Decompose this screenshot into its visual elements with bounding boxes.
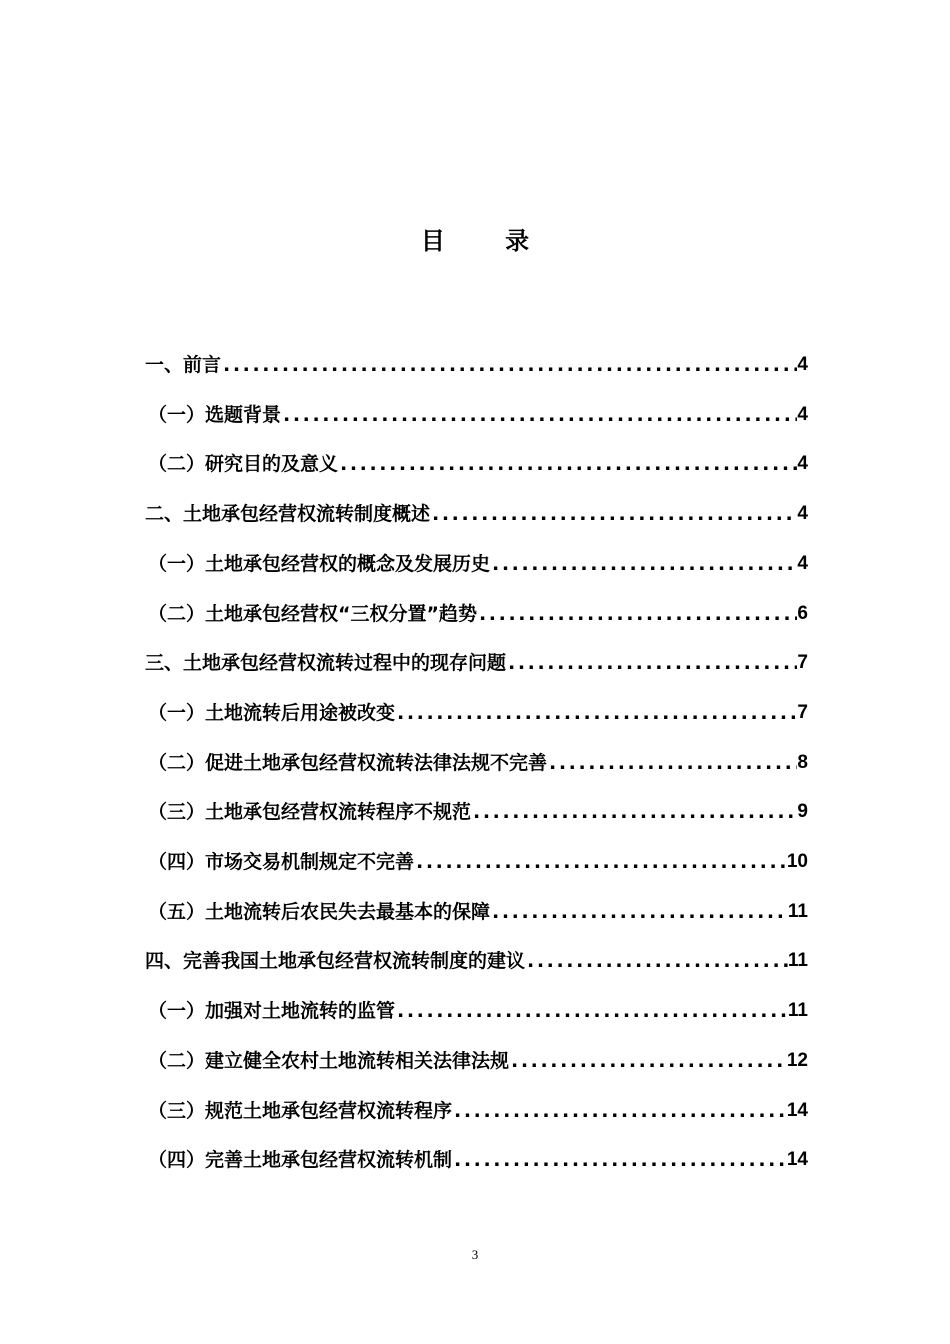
toc-leader-dots xyxy=(471,795,797,829)
toc-entry-page: 4 xyxy=(797,403,808,425)
toc-leader-dots xyxy=(338,447,797,481)
toc-entry[interactable] xyxy=(148,1094,808,1128)
toc-leader-dots xyxy=(221,348,797,382)
toc-entry[interactable] xyxy=(148,1143,808,1177)
toc-leader-dots xyxy=(547,746,797,780)
toc-entry-label: （一）加强对土地流转的监管 xyxy=(148,1000,396,1023)
toc-leader-dots xyxy=(395,696,797,730)
toc-entry-page: 14 xyxy=(786,1099,808,1121)
toc-entry-label: 四、完善我国土地承包经营权流转制度的建议 xyxy=(145,950,526,973)
toc-entry-label: 二、土地承包经营权流转制度概述 xyxy=(145,503,431,526)
toc-entry-page: 11 xyxy=(787,900,808,922)
toc-entry-label: 三、土地承包经营权流转过程中的现存问题 xyxy=(145,652,507,675)
toc-entry[interactable] xyxy=(145,348,808,382)
toc-entry-label: （三）土地承包经营权流转程序不规范 xyxy=(148,801,472,824)
page-number: 3 xyxy=(471,1247,479,1262)
toc-entry-label: （二）研究目的及意义 xyxy=(148,453,339,476)
toc-entry-page: 11 xyxy=(787,950,808,972)
toc-entry[interactable] xyxy=(148,994,808,1028)
toc-leader-dots xyxy=(477,597,797,631)
toc-entry[interactable] xyxy=(148,746,808,780)
toc-leader-dots xyxy=(490,547,797,581)
toc-entry-page: 4 xyxy=(797,354,808,375)
toc-entry[interactable] xyxy=(148,597,808,631)
toc-entry-page: 11 xyxy=(787,1000,808,1022)
toc-entry-label: （一）土地流转后用途被改变 xyxy=(148,701,396,724)
toc-entry[interactable] xyxy=(148,696,808,730)
toc-leader-dots xyxy=(430,497,797,531)
toc-entry[interactable] xyxy=(145,646,808,680)
toc-entry[interactable] xyxy=(148,1044,808,1078)
toc-entry-label: （三）规范土地承包经营权流转程序 xyxy=(148,1099,453,1122)
toc-entry[interactable] xyxy=(148,795,808,829)
toc-entry-page: 8 xyxy=(797,751,808,773)
toc-entry-page: 4 xyxy=(797,503,808,525)
toc-leader-dots xyxy=(490,895,788,929)
toc-entry-label: （五）土地流转后农民失去最基本的保障 xyxy=(148,900,491,923)
toc-leader-dots xyxy=(525,944,788,978)
toc-entry-label: （四）市场交易机制规定不完善 xyxy=(148,851,415,873)
toc-leader-dots xyxy=(506,646,797,680)
toc-entry-label: （二）建立健全农村土地流转相关法律法规 xyxy=(148,1049,510,1072)
toc-entry-page: 6 xyxy=(797,602,808,624)
toc-entry[interactable] xyxy=(145,497,808,531)
toc-entry-page: 14 xyxy=(786,1149,808,1171)
toc-entry-page: 4 xyxy=(797,552,808,574)
toc-entry[interactable] xyxy=(148,547,808,581)
toc-entry-label: （四）完善土地承包经营权流转机制 xyxy=(148,1149,453,1172)
toc-entry[interactable] xyxy=(148,845,808,879)
toc-entry-page: 7 xyxy=(797,652,808,674)
toc-entry-page: 10 xyxy=(786,851,808,872)
toc-entry-label: （一）选题背景 xyxy=(148,403,282,426)
toc-title: 目 录 xyxy=(420,227,556,255)
toc-entry-label: 一、前言 xyxy=(145,354,222,376)
toc-entry[interactable] xyxy=(148,895,808,929)
toc-entry-page: 12 xyxy=(786,1049,808,1071)
toc-entry-page: 9 xyxy=(797,801,808,823)
toc-leader-dots xyxy=(414,845,787,879)
toc-entry-page: 7 xyxy=(797,701,808,723)
toc-leader-dots xyxy=(452,1143,787,1177)
toc-entry[interactable] xyxy=(148,398,808,432)
toc-entry[interactable] xyxy=(148,447,808,481)
toc-entry-label: （二）土地承包经营权“三权分置”趋势 xyxy=(148,602,477,625)
toc-entry[interactable] xyxy=(145,944,808,978)
toc-entry-label: （一）土地承包经营权的概念及发展历史 xyxy=(148,552,491,575)
toc-entry-label: （二）促进土地承包经营权流转法律法规不完善 xyxy=(148,751,548,774)
toc-entry-page: 4 xyxy=(797,453,808,475)
toc-leader-dots xyxy=(281,398,797,432)
toc-leader-dots xyxy=(509,1044,787,1078)
toc-leader-dots xyxy=(395,994,788,1028)
toc-leader-dots xyxy=(452,1094,787,1128)
